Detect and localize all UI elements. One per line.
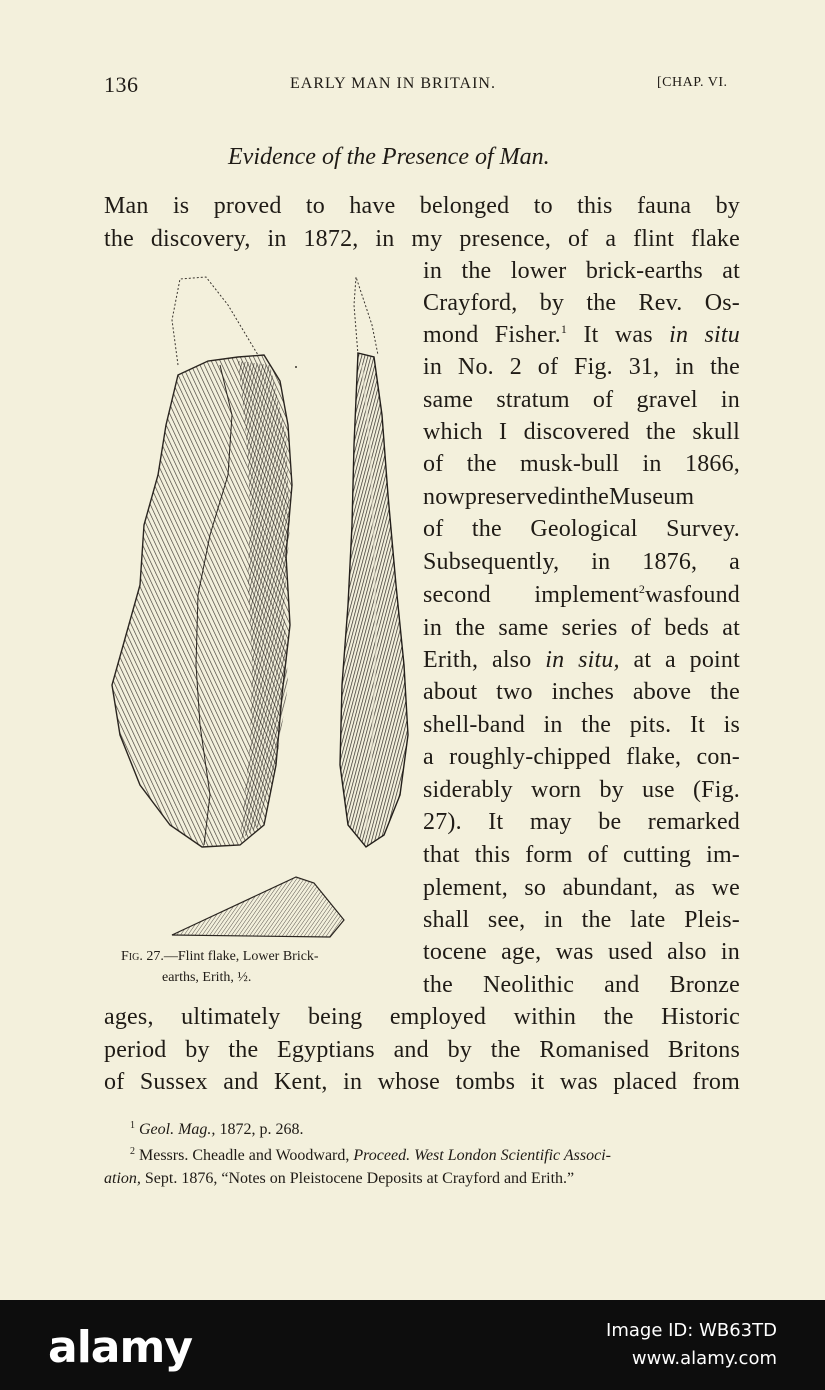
body-line (423, 322, 740, 349)
body-line: about two inches above the (423, 679, 740, 705)
body-text: Erith, also (423, 647, 532, 673)
footnote-mark: 2 (130, 1146, 135, 1157)
dot-mark (295, 366, 297, 368)
body-text: at a point (633, 647, 740, 673)
figure-caption (121, 949, 319, 965)
body-line: which I discovered the skull (423, 419, 740, 445)
body-line: in the lower brick-earths at (423, 258, 740, 284)
footnote-italic: ation, (104, 1170, 141, 1187)
footnote-italic: Proceed. West London Scientific Associ- (353, 1147, 611, 1164)
site-url: www.alamy.com (631, 1348, 777, 1369)
body-line: the Neolithic and Bronze (423, 972, 740, 998)
body-line: in No. 2 of Fig. 31, in the (423, 354, 740, 380)
missing-tip-outline (172, 277, 258, 365)
flake-section-view (172, 877, 344, 937)
footnote-text: Messrs. Cheadle and Woodward, (139, 1147, 350, 1164)
body-line: period by the Egyptians and by the Romanised Britons (104, 1037, 740, 1063)
footnote-ref: 2 (638, 582, 646, 596)
body-line (423, 647, 740, 674)
page-number: 136 (104, 72, 139, 97)
body-line: ages, ultimately being employed within the Historic (104, 1004, 740, 1030)
flint-flake-figure (100, 265, 420, 945)
body-line: tocene age, was used also in (423, 939, 740, 965)
body-text: wasfound (645, 582, 740, 608)
body-line: shall see, in the late Pleis- (423, 907, 740, 933)
footnote-mark: 1 (130, 1120, 135, 1131)
footnote-2 (130, 1146, 611, 1165)
body-line: plement, so abundant, as we (423, 875, 740, 901)
body-line: of the musk-bull in 1866, (423, 451, 740, 477)
body-line: same stratum of gravel in (423, 387, 740, 413)
body-line: the discovery, in 1872, in my presence, of a flint flake (104, 226, 740, 252)
body-text: It was (583, 322, 653, 348)
caption-fig: Fig. (121, 949, 143, 964)
figure-caption-line2: earths, Erith, ½. (162, 970, 252, 985)
running-title: EARLY MAN IN BRITAIN. (290, 75, 496, 92)
footnote-1 (130, 1120, 303, 1139)
body-line: Subsequently, in 1876, a (423, 549, 740, 575)
section-heading: Evidence of the Presence of Man. (228, 144, 550, 170)
body-text: second implement (423, 582, 639, 608)
body-line: Crayford, by the Rev. Os- (423, 290, 740, 316)
footnote-text: Sept. 1876, “Notes on Pleistocene Deposits at Crayford and Erith.” (144, 1170, 575, 1187)
body-line: in the same series of beds at (423, 615, 740, 641)
body-line (423, 582, 740, 609)
body-line: of Sussex and Kent, in whose tombs it was placed from (104, 1069, 740, 1095)
footnote-2-cont (104, 1170, 574, 1188)
watermark-bar (0, 1300, 825, 1390)
chapter-marker: [CHAP. VI. (657, 75, 728, 90)
flint-flake-illustration (100, 265, 420, 945)
body-line: of the Geological Survey. (423, 516, 740, 542)
image-id: Image ID: WB63TD (606, 1320, 777, 1341)
missing-tip-outline-side (354, 277, 378, 355)
body-line: a roughly-chipped flake, con- (423, 744, 740, 770)
body-line: nowpreservedintheMuseum (423, 484, 695, 510)
body-text: mond Fisher. (423, 322, 561, 348)
body-line: Man is proved to have belonged to this fauna by (104, 193, 740, 219)
body-italic: in situ (669, 322, 740, 348)
body-line: that this form of cutting im- (423, 842, 740, 868)
body-line: shell-band in the pits. It is (423, 712, 740, 738)
body-italic: in situ, (545, 647, 620, 673)
body-line: siderably worn by use (Fig. (423, 777, 740, 803)
alamy-logo: alamy (48, 1322, 192, 1373)
body-line: 27). It may be remarked (423, 809, 740, 835)
footnote-italic: Geol. Mag., (139, 1121, 216, 1138)
flake-side-view (340, 353, 408, 847)
caption-text: 27.—Flint flake, Lower Brick- (146, 949, 319, 964)
footnote-ref: 1 (560, 322, 568, 336)
footnote-text: 1872, p. 268. (219, 1121, 304, 1138)
